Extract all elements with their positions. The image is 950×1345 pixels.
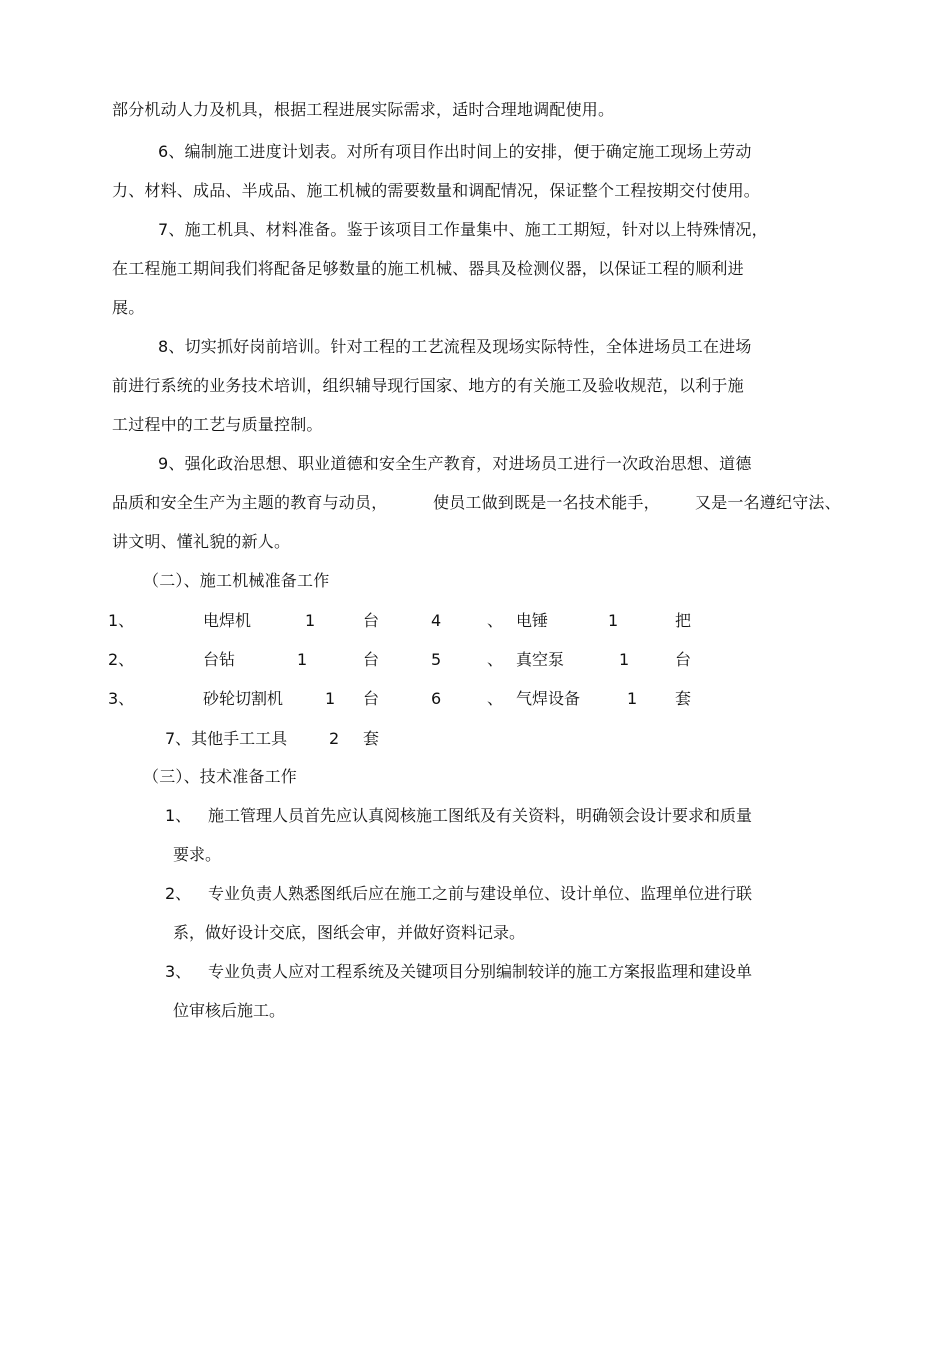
equipment-extra-label: 7、其他手工工具: [165, 729, 288, 748]
paragraph-9-line-1: 9、强化政治思想、职业道德和安全生产教育，对进场员工进行一次政治思想、道德: [158, 454, 752, 473]
equipment-name: 台钻: [203, 650, 236, 669]
row-separator: 、: [487, 611, 504, 630]
equipment-quantity-2: 1: [608, 611, 619, 630]
technical-item-line-1: 专业负责人应对工程系统及关键项目分别编制较详的施工方案报监理和建设单: [208, 962, 753, 981]
row-number-2: 6: [431, 689, 442, 708]
equipment-extra-unit: 套: [363, 729, 380, 748]
technical-item-number: 1、: [165, 806, 192, 825]
equipment-unit-2: 台: [675, 650, 692, 669]
equipment-name-2: 气焊设备: [516, 689, 581, 708]
technical-item-line-1: 施工管理人员首先应认真阅核施工图纸及有关资料，明确领会设计要求和质量: [208, 806, 753, 825]
equipment-unit-2: 套: [675, 689, 692, 708]
equipment-unit: 台: [363, 689, 380, 708]
paragraph-8-line-2: 前进行系统的业务技术培训，组织辅导现行国家、地方的有关施工及验收规范，以利于施: [112, 376, 744, 395]
row-separator: 、: [487, 689, 504, 708]
technical-item-line-2: 位审核后施工。: [173, 1001, 286, 1020]
equipment-unit: 台: [363, 611, 380, 630]
equipment-quantity: 1: [305, 611, 316, 630]
paragraph-continuation: 部分机动人力及机具，根据工程进展实际需求，适时合理地调配使用。: [112, 100, 615, 119]
paragraph-7-line-3: 展。: [112, 298, 145, 317]
equipment-name-2: 真空泵: [516, 650, 565, 669]
row-number: 2、: [108, 650, 135, 669]
row-number: 1、: [108, 611, 135, 630]
technical-item-number: 2、: [165, 884, 192, 903]
paragraph-8-line-3: 工过程中的工艺与质量控制。: [112, 415, 323, 434]
equipment-name-2: 电锤: [516, 611, 549, 630]
technical-item-line-1: 专业负责人熟悉图纸后应在施工之前与建设单位、设计单位、监理单位进行联: [208, 884, 753, 903]
paragraph-6-line-2: 力、材料、成品、半成品、施工机械的需要数量和调配情况，保证整个工程按期交付使用。: [112, 181, 761, 200]
paragraph-8-line-1: 8、切实抓好岗前培训。针对工程的工艺流程及现场实际特性，全体进场员工在进场: [158, 337, 752, 356]
paragraph-9-line-3: 讲文明、懂礼貌的新人。: [112, 532, 291, 551]
paragraph-7-line-2: 在工程施工期间我们将配备足够数量的施工机械、器具及检测仪器，以保证工程的顺利进: [112, 259, 744, 278]
equipment-extra-quantity: 2: [329, 729, 340, 748]
equipment-unit-2: 把: [675, 611, 692, 630]
equipment-name: 砂轮切割机: [203, 689, 284, 708]
equipment-name: 电焊机: [203, 611, 252, 630]
row-separator: 、: [487, 650, 504, 669]
equipment-quantity: 1: [297, 650, 308, 669]
equipment-quantity-2: 1: [619, 650, 630, 669]
section-heading-machinery: （二）、施工机械准备工作: [143, 571, 330, 590]
row-number-2: 5: [431, 650, 442, 669]
technical-item-number: 3、: [165, 962, 192, 981]
paragraph-9-line-2c: 又是一名遵纪守法、: [695, 493, 841, 512]
equipment-quantity: 1: [325, 689, 336, 708]
technical-item-line-2: 系，做好设计交底，图纸会审，并做好资料记录。: [173, 923, 526, 942]
paragraph-9-line-2b: 使员工做到既是一名技术能手，: [433, 493, 660, 512]
paragraph-6-line-1: 6、编制施工进度计划表。对所有项目作出时间上的安排，便于确定施工现场上劳动: [158, 142, 752, 161]
equipment-unit: 台: [363, 650, 380, 669]
paragraph-9-line-2a: 品质和安全生产为主题的教育与动员，: [112, 493, 388, 512]
row-number-2: 4: [431, 611, 442, 630]
technical-item-line-2: 要求。: [173, 845, 222, 864]
paragraph-7-line-1: 7、施工机具、材料准备。鉴于该项目工作量集中、施工工期短，针对以上特殊情况，: [158, 220, 768, 239]
row-number: 3、: [108, 689, 135, 708]
equipment-quantity-2: 1: [627, 689, 638, 708]
section-heading-technical: （三）、技术准备工作: [143, 767, 298, 786]
